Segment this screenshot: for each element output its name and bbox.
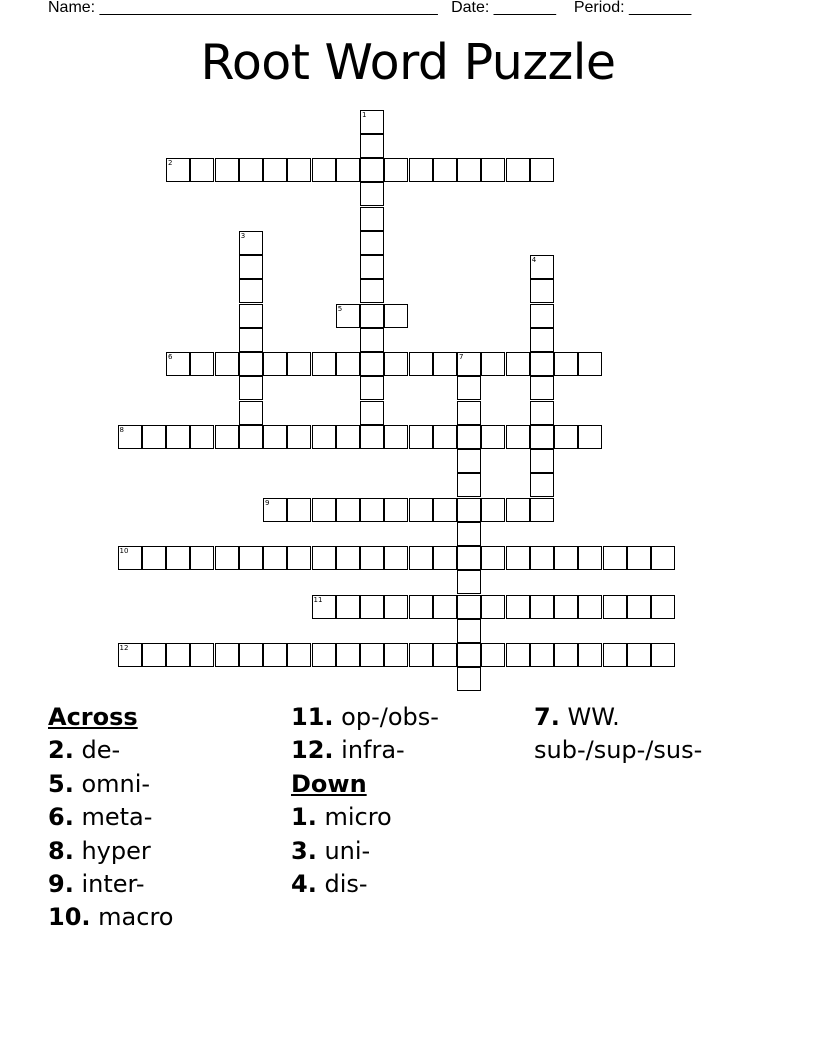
crossword-cell[interactable]	[360, 231, 384, 255]
clue-down-3: 3. uni-	[291, 836, 371, 865]
crossword-cell[interactable]	[142, 546, 166, 570]
crossword-cell[interactable]	[215, 158, 239, 182]
crossword-cell[interactable]	[360, 255, 384, 279]
crossword-cell[interactable]	[506, 595, 530, 619]
crossword-cell[interactable]	[433, 425, 457, 449]
crossword-cell[interactable]	[554, 546, 578, 570]
crossword-cell[interactable]	[554, 643, 578, 667]
crossword-cell[interactable]	[166, 643, 190, 667]
crossword-cell[interactable]	[651, 643, 675, 667]
crossword-cell[interactable]	[166, 425, 190, 449]
crossword-cell[interactable]	[263, 352, 287, 376]
crossword-cell[interactable]	[190, 158, 214, 182]
crossword-cell[interactable]	[530, 328, 554, 352]
clue-across-5: 5. omni-	[48, 769, 151, 798]
crossword-cell[interactable]	[554, 425, 578, 449]
crossword-cell[interactable]	[530, 425, 554, 449]
crossword-cell[interactable]	[530, 595, 554, 619]
crossword-cell[interactable]	[190, 546, 214, 570]
crossword-cell[interactable]	[239, 352, 263, 376]
crossword-cell[interactable]	[239, 376, 263, 400]
crossword-cell[interactable]	[336, 158, 360, 182]
crossword-cell[interactable]	[506, 425, 530, 449]
crossword-cell[interactable]	[554, 595, 578, 619]
crossword-cell[interactable]	[263, 643, 287, 667]
crossword-cell[interactable]	[457, 522, 481, 546]
down-heading: Down	[291, 769, 367, 798]
crossword-cell[interactable]	[263, 425, 287, 449]
crossword-cell[interactable]	[530, 449, 554, 473]
crossword-cell[interactable]	[457, 158, 481, 182]
crossword-cell[interactable]	[239, 158, 263, 182]
cell-number: 1	[362, 110, 367, 119]
across-heading: Across	[48, 703, 138, 731]
crossword-cell[interactable]	[481, 352, 505, 376]
crossword-cell[interactable]	[481, 546, 505, 570]
crossword-cell[interactable]	[578, 352, 602, 376]
crossword-cell[interactable]	[506, 546, 530, 570]
clue-down-4: 4. dis-	[291, 870, 368, 899]
crossword-cell[interactable]	[433, 158, 457, 182]
crossword-cell[interactable]	[409, 425, 433, 449]
crossword-cell[interactable]	[287, 425, 311, 449]
crossword-cell[interactable]	[651, 546, 675, 570]
cell-number: 7	[459, 353, 464, 361]
crossword-cell[interactable]	[627, 546, 651, 570]
crossword-cell[interactable]	[336, 304, 360, 328]
crossword-cell[interactable]	[627, 595, 651, 619]
crossword-cell[interactable]	[651, 595, 675, 619]
crossword-cell[interactable]	[312, 643, 336, 667]
crossword-cell[interactable]	[530, 498, 554, 522]
crossword-cell[interactable]	[118, 425, 142, 449]
crossword-cell[interactable]	[457, 449, 481, 473]
crossword-cell[interactable]	[360, 182, 384, 206]
clue-down-7: 7. WW. sub-/sup-/sus-	[534, 703, 703, 765]
crossword-cell[interactable]	[166, 546, 190, 570]
crossword-cell[interactable]	[530, 376, 554, 400]
crossword-cell[interactable]	[360, 134, 384, 158]
crossword-cell[interactable]	[578, 643, 602, 667]
crossword-cell[interactable]	[530, 473, 554, 497]
crossword-cell[interactable]	[360, 546, 384, 570]
crossword-cell[interactable]	[263, 546, 287, 570]
crossword-cell[interactable]	[239, 546, 263, 570]
crossword-cell[interactable]	[433, 498, 457, 522]
name-blank: ______________________________________	[99, 0, 438, 16]
crossword-cell[interactable]	[409, 352, 433, 376]
crossword-cell[interactable]	[215, 546, 239, 570]
crossword-cell[interactable]	[360, 595, 384, 619]
crossword-cell[interactable]	[530, 643, 554, 667]
crossword-cell[interactable]	[554, 352, 578, 376]
crossword-cell[interactable]	[239, 279, 263, 303]
crossword-cell[interactable]	[578, 425, 602, 449]
crossword-cell[interactable]	[530, 279, 554, 303]
crossword-cell[interactable]	[530, 352, 554, 376]
student-info-line	[48, 0, 691, 18]
crossword-cell[interactable]	[360, 279, 384, 303]
date-label: Date:	[451, 0, 490, 16]
cell-number: 5	[337, 304, 343, 313]
crossword-cell[interactable]	[360, 498, 384, 522]
crossword-cell[interactable]	[506, 643, 530, 667]
crossword-cell[interactable]	[215, 643, 239, 667]
period-blank: _______	[629, 0, 692, 16]
name-label: Name:	[48, 0, 96, 16]
period-label: Period:	[573, 0, 625, 16]
crossword-cell[interactable]	[312, 158, 336, 182]
cell-number: 12	[119, 644, 129, 652]
crossword-cell[interactable]	[578, 595, 602, 619]
crossword-cell[interactable]	[409, 158, 433, 182]
cell-number: 2	[168, 159, 173, 167]
crossword-cell[interactable]	[433, 595, 457, 619]
crossword-cell[interactable]	[530, 401, 554, 425]
crossword-cell[interactable]	[312, 498, 336, 522]
crossword-cell[interactable]	[239, 425, 263, 449]
cell-number: 3	[240, 231, 246, 240]
crossword-cell[interactable]	[457, 643, 481, 667]
crossword-cell[interactable]	[457, 595, 481, 619]
crossword-cell[interactable]	[360, 425, 384, 449]
crossword-cell[interactable]	[360, 110, 384, 134]
crossword-cell[interactable]	[166, 158, 190, 182]
crossword-cell[interactable]	[457, 570, 481, 594]
crossword-cell[interactable]	[239, 304, 263, 328]
crossword-cell[interactable]	[603, 595, 627, 619]
crossword-cell[interactable]	[287, 643, 311, 667]
crossword-cell[interactable]	[457, 473, 481, 497]
crossword-cell[interactable]	[384, 352, 408, 376]
crossword-cell[interactable]	[457, 376, 481, 400]
crossword-cell[interactable]	[457, 401, 481, 425]
crossword-cell[interactable]	[287, 546, 311, 570]
crossword-cell[interactable]	[263, 158, 287, 182]
clues-column-2	[291, 701, 439, 901]
crossword-cell[interactable]	[287, 498, 311, 522]
crossword-cell[interactable]	[360, 352, 384, 376]
crossword-cell[interactable]	[360, 207, 384, 231]
crossword-cell[interactable]	[384, 158, 408, 182]
crossword-cell[interactable]	[287, 352, 311, 376]
crossword-cell[interactable]	[166, 352, 190, 376]
crossword-cell[interactable]	[360, 304, 384, 328]
cell-number: 11	[313, 595, 323, 604]
crossword-cell[interactable]	[603, 546, 627, 570]
crossword-cell[interactable]	[312, 595, 336, 619]
clue-across-2: 2. de-	[48, 736, 121, 765]
crossword-cell[interactable]	[360, 158, 384, 182]
crossword-cell[interactable]	[530, 304, 554, 328]
crossword-cell[interactable]	[215, 352, 239, 376]
crossword-cell[interactable]	[336, 546, 360, 570]
page-title: Root Word Puzzle	[200, 34, 616, 91]
crossword-cell[interactable]	[409, 595, 433, 619]
crossword-cell[interactable]	[457, 352, 481, 376]
crossword-cell[interactable]	[433, 643, 457, 667]
crossword-cell[interactable]	[263, 498, 287, 522]
crossword-cell[interactable]	[336, 425, 360, 449]
crossword-cell[interactable]	[457, 425, 481, 449]
clue-across-11: 11. op-/obs-	[291, 703, 439, 731]
crossword-cell[interactable]	[118, 546, 142, 570]
cell-number: 9	[265, 498, 270, 507]
crossword-cell[interactable]	[627, 643, 651, 667]
crossword-cell[interactable]	[530, 255, 554, 279]
crossword-cell[interactable]	[336, 643, 360, 667]
crossword-cell[interactable]	[142, 643, 166, 667]
crossword-cell[interactable]	[360, 401, 384, 425]
crossword-cell[interactable]	[360, 376, 384, 400]
crossword-cell[interactable]	[384, 498, 408, 522]
crossword-cell[interactable]	[481, 595, 505, 619]
crossword-cell[interactable]	[530, 546, 554, 570]
crossword-cell[interactable]	[312, 546, 336, 570]
cell-number: 4	[531, 256, 537, 264]
crossword-cell[interactable]	[336, 595, 360, 619]
cell-number: 10	[119, 547, 129, 555]
crossword-cell[interactable]	[312, 352, 336, 376]
clue-across-10: 10. macro	[48, 903, 174, 932]
crossword-cell[interactable]	[239, 255, 263, 279]
crossword-cell[interactable]	[239, 643, 263, 667]
clue-across-6: 6. meta-	[48, 803, 153, 832]
clue-down-1: 1. micro	[291, 803, 392, 832]
crossword-cell[interactable]	[190, 643, 214, 667]
crossword-cell[interactable]	[409, 643, 433, 667]
crossword-cell[interactable]	[481, 643, 505, 667]
crossword-cell[interactable]	[457, 619, 481, 643]
date-blank: _______	[493, 0, 557, 16]
cell-number: 6	[168, 353, 173, 361]
crossword-cell[interactable]	[384, 643, 408, 667]
crossword-cell[interactable]	[239, 401, 263, 425]
crossword-cell[interactable]	[481, 425, 505, 449]
clue-across-9: 9. inter-	[48, 870, 145, 899]
crossword-cell[interactable]	[312, 425, 336, 449]
cell-number: 8	[119, 425, 124, 434]
crossword-cell[interactable]	[287, 158, 311, 182]
clues-column-1	[48, 701, 173, 935]
crossword-cell[interactable]	[239, 328, 263, 352]
crossword-cell[interactable]	[578, 546, 602, 570]
crossword-cell[interactable]	[506, 352, 530, 376]
crossword-cell[interactable]	[384, 595, 408, 619]
crossword-cell[interactable]	[336, 352, 360, 376]
crossword-cell[interactable]	[360, 328, 384, 352]
clues-column-3	[534, 701, 794, 768]
crossword-cell[interactable]	[190, 425, 214, 449]
crossword-cell[interactable]	[384, 304, 408, 328]
crossword-cell[interactable]	[530, 158, 554, 182]
crossword-cell[interactable]	[481, 158, 505, 182]
crossword-cell[interactable]	[190, 352, 214, 376]
crossword-cell[interactable]	[481, 498, 505, 522]
crossword-cell[interactable]	[457, 667, 481, 691]
clue-across-8: 8. hyper	[48, 836, 151, 865]
crossword-cell[interactable]	[506, 498, 530, 522]
crossword-cell[interactable]	[457, 498, 481, 522]
crossword-cell[interactable]	[118, 643, 142, 667]
crossword-cell[interactable]	[384, 546, 408, 570]
crossword-cell[interactable]	[215, 425, 239, 449]
crossword-cell[interactable]	[142, 425, 166, 449]
crossword-cell[interactable]	[409, 546, 433, 570]
crossword-cell[interactable]	[239, 231, 263, 255]
crossword-cell[interactable]	[384, 425, 408, 449]
crossword-cell[interactable]	[506, 158, 530, 182]
crossword-cell[interactable]	[360, 643, 384, 667]
crossword-cell[interactable]	[336, 498, 360, 522]
clue-across-12: 12. infra-	[291, 736, 405, 765]
crossword-cell[interactable]	[457, 546, 481, 570]
crossword-cell[interactable]	[433, 352, 457, 376]
crossword-cell[interactable]	[409, 498, 433, 522]
crossword-cell[interactable]	[603, 643, 627, 667]
crossword-cell[interactable]	[433, 546, 457, 570]
